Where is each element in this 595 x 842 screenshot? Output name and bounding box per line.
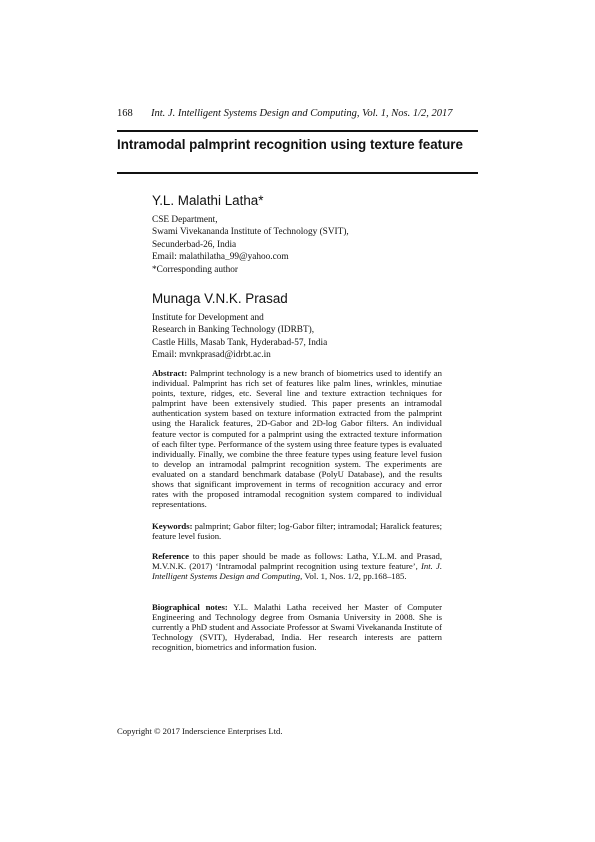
- copyright-notice: Copyright © 2017 Inderscience Enterprises Ltd.: [117, 726, 283, 736]
- title-bottom-rule: [117, 172, 478, 174]
- author-2-address: Castle Hills, Masab Tank, Hyderabad-57, India: [152, 337, 328, 348]
- keywords: [152, 521, 442, 541]
- author-2-name: Munaga V.N.K. Prasad: [152, 291, 288, 306]
- bio-label: Biographical notes:: [152, 602, 228, 612]
- abstract-label: Abstract:: [152, 368, 188, 378]
- author-2-institute: Institute for Development and: [152, 313, 264, 323]
- reference: [152, 551, 442, 581]
- author-1-email: Email: malathilatha_99@yahoo.com: [152, 252, 289, 263]
- author-1-name: Y.L. Malathi Latha*: [152, 193, 264, 208]
- reference-text: to this paper should be made as follows: Latha, Y.L.M. and Prasad, M.V.N.K. (2017) ‘Intramodal palmprint recognition using texture feature’,: [152, 551, 443, 572]
- reference-volume: Vol. 1, Nos. 1/2, pp.168–185.: [304, 571, 407, 582]
- corresponding-author-note: *Corresponding author: [152, 264, 238, 275]
- author-2-email: Email: mvnkprasad@idrbt.ac.in: [152, 350, 271, 361]
- paper-title: Intramodal palmprint recognition using texture feature: [117, 137, 463, 152]
- abstract-text: Palmprint technology is a new branch of biometrics used to identify an individual. Palmprint has rich set of features like palm lines, wrinkles, minutiae points, texture, ridges, etc. Several line and texture extraction techniques for palmprint have been extensively studied. This paper presents an intramodal authentication system based on texture information extracted from the palmprint using the Haralick features, 2D-Gabor and 2D-log Gabor filters. An individual feature vector is computed for a palmprint using the extracted texture information of each filter type. Performance of the system using three feature types is evaluated individually. Finally, we combine the three feature types using feature level fusion to develop an intramodal palmprint recognition system. The experiments are evaluated on a standard benchmark database (PolyU Database), and the results shows that significant improvement in terms of recognition accuracy and error rates with the proposed intramodal recognition system compared to individual representations.: [152, 368, 442, 510]
- keywords-text: palmprint; Gabor filter; log-Gabor filter; intramodal; Haralick features; feature level fusion.: [152, 521, 443, 542]
- author-1-city: Secunderbad-26, India: [152, 239, 237, 250]
- reference-label: Reference: [152, 551, 189, 561]
- author-1-dept: CSE Department,: [152, 215, 218, 225]
- bio-text: Y.L. Malathi Latha received her Master of Computer Engineering and Technology degree from Osmania University in 2008. She is currently a PhD student and Associate Professor at Swami Vivekananda Institute of Technology (SVIT), Hyderabad, India. Her research interests are pattern recognition, biometrics and information fusion.: [152, 602, 442, 653]
- journal-citation: Int. J. Intelligent Systems Design and Computing, Vol. 1, Nos. 1/2, 2017: [151, 108, 453, 119]
- reference-journal: Int. J. Intelligent Systems Design and Computing,: [152, 561, 442, 582]
- author-1-institute: Swami Vivekananda Institute of Technology (SVIT),: [152, 227, 349, 238]
- author-2-institute-cont: Research in Banking Technology (IDRBT),: [152, 325, 315, 336]
- biographical-notes: [152, 602, 442, 652]
- keywords-label: Keywords:: [152, 521, 193, 531]
- author-2-block: [152, 291, 478, 362]
- author-1-block: [152, 193, 478, 276]
- abstract: [152, 368, 442, 509]
- title-top-rule: [117, 130, 478, 132]
- page-number: 168: [117, 108, 133, 119]
